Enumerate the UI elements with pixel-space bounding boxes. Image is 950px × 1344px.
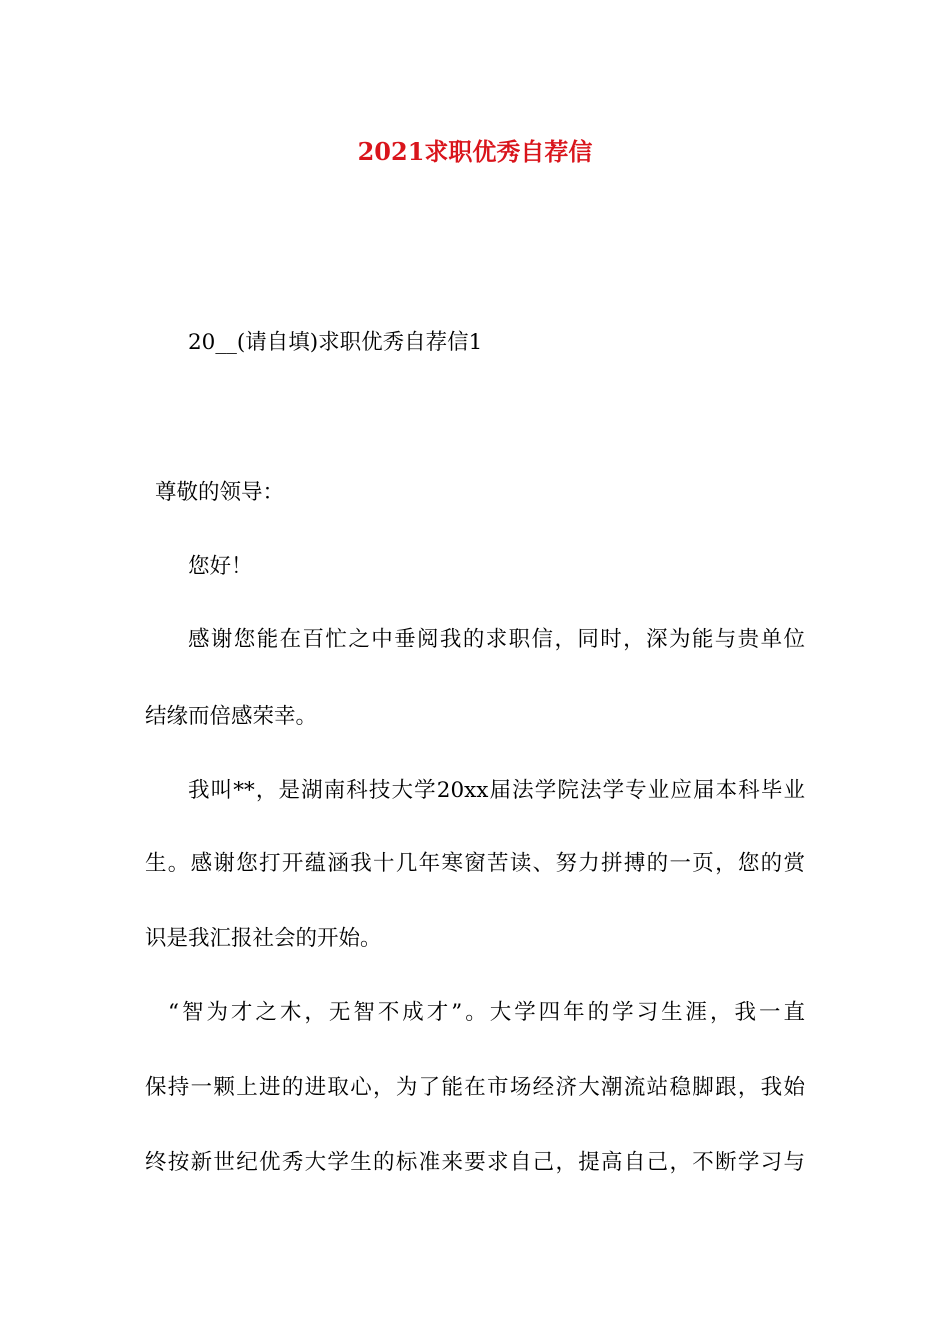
letter-subtitle: 20__(请自填)求职优秀自荐信1 [188,330,483,355]
paragraph2-line3: 识是我汇报社会的开始。 [145,926,382,951]
paragraph1-line1: 感谢您能在百忙之中垂阅我的求职信，同时，深为能与贵单位 [188,627,805,652]
letter-greeting: 您好！ [188,554,253,579]
letter-salutation: 尊敬的领导： [155,480,285,505]
paragraph2-line2: 生。感谢您打开蕴涵我十几年寒窗苦读、努力拼搏的一页，您的赏 [145,851,805,876]
paragraph3-line2: 保持一颗上进的进取心，为了能在市场经济大潮流站稳脚跟，我始 [145,1075,805,1100]
paragraph1-line2: 结缘而倍感荣幸。 [145,704,318,729]
paragraph3-line1: “智为才之木，无智不成才”。大学四年的学习生涯，我一直 [168,1000,805,1025]
paragraph2-line1: 我叫**，是湖南科技大学20xx届法学院法学专业应届本科毕业 [188,778,805,803]
paragraph3-line3: 终按新世纪优秀大学生的标准来要求自己，提高自己，不断学习与 [145,1150,805,1175]
document-title: 2021求职优秀自荐信 [357,137,593,166]
